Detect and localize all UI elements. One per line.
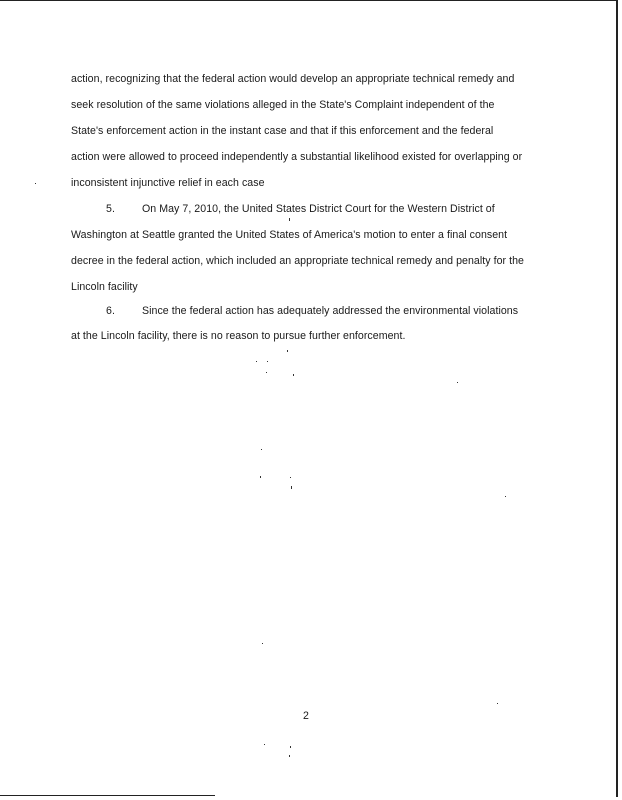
- scan-speck: [457, 382, 458, 383]
- text-line: inconsistent injunctive relief in each case: [71, 177, 265, 189]
- paragraph-6-first-line: [71, 305, 518, 317]
- paragraph-text: On May 7, 2010, the United States District Court for the Western District of: [142, 203, 495, 215]
- scan-speck: [497, 703, 498, 704]
- scan-speck: [287, 350, 288, 352]
- footer-rule: [0, 795, 215, 796]
- text-line: decree in the federal action, which included an appropriate technical remedy and penalty for the: [71, 255, 524, 267]
- scan-speck: [289, 218, 290, 221]
- scan-speck: [290, 477, 291, 478]
- paragraph-number: 6.: [106, 305, 115, 317]
- scan-speck: [291, 486, 292, 489]
- text-line: action were allowed to proceed independently a substantial likelihood existed for overlapping or: [71, 151, 523, 163]
- scan-speck: [267, 361, 268, 362]
- scan-speck: [266, 372, 267, 373]
- scan-speck: [261, 449, 262, 450]
- text-line: Washington at Seattle granted the United States of America's motion to enter a final consent: [71, 229, 508, 241]
- paragraph-text: Since the federal action has adequately addressed the environmental violations: [142, 305, 519, 317]
- text-line: seek resolution of the same violations alleged in the State's Complaint independent of the: [71, 99, 495, 111]
- text-line: at the Lincoln facility, there is no reason to pursue further enforcement.: [71, 330, 406, 342]
- scan-speck: [289, 755, 290, 757]
- text-line: Lincoln facility: [71, 281, 138, 293]
- text-line: action, recognizing that the federal action would develop an appropriate technical remedy and: [71, 73, 515, 85]
- paragraph-number: 5.: [106, 203, 115, 215]
- text-line: State's enforcement action in the instant case and that if this enforcement and the federal: [71, 125, 494, 137]
- paragraph-5-first-line: [71, 203, 495, 215]
- scan-speck: [264, 744, 265, 745]
- scan-speck: [293, 374, 294, 376]
- scan-speck: [260, 476, 261, 478]
- scan-speck: [35, 183, 36, 184]
- page-number: 2: [303, 710, 309, 722]
- scan-speck: [505, 496, 506, 497]
- scan-speck: [290, 746, 291, 748]
- scan-speck: [262, 643, 263, 644]
- scan-speck: [256, 361, 257, 362]
